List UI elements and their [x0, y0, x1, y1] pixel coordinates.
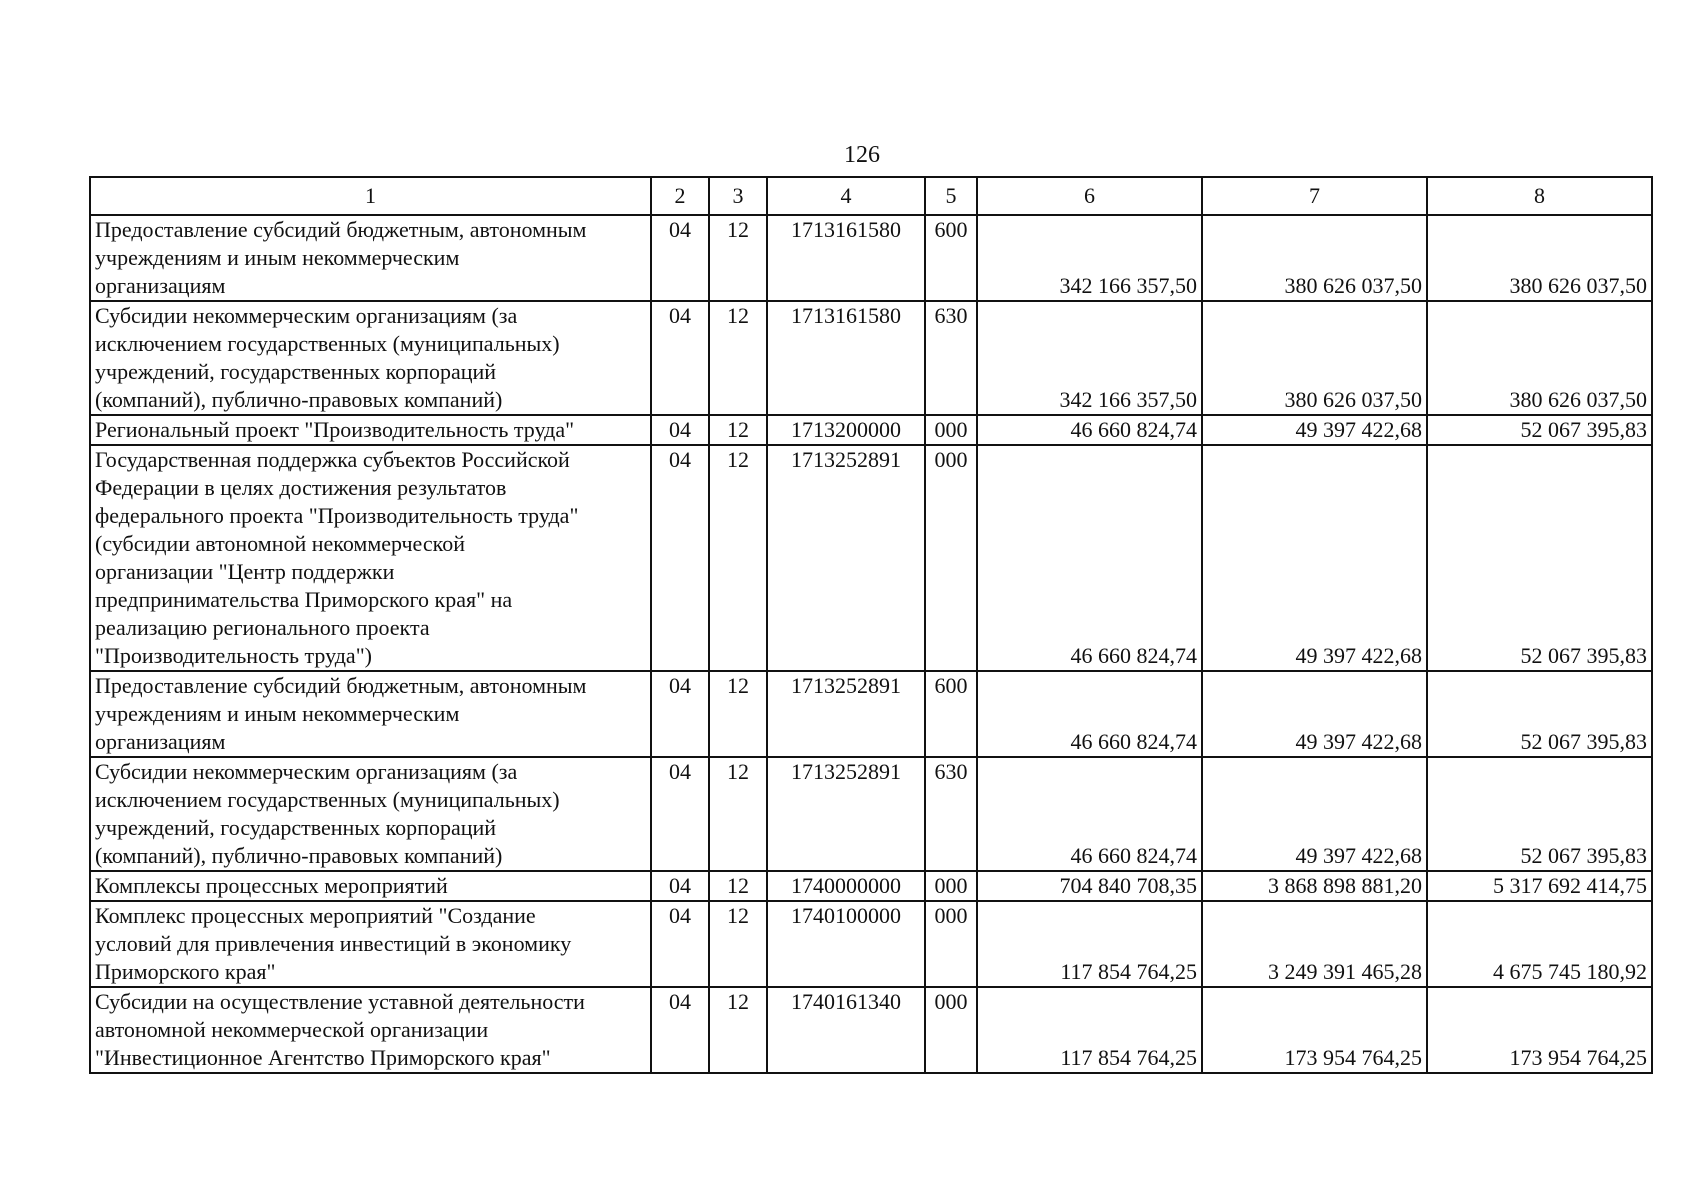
row-name: Предоставление субсидий бюджетным, автономным учреждениям и иным некоммерческим организациям	[90, 671, 651, 757]
section-code: 04	[651, 757, 709, 871]
expense-type-code: 000	[925, 871, 977, 901]
row-name: Субсидии некоммерческим организациям (за исключением государственных (муниципальных) учреждений, государственных корпораций (компаний), публично-правовых компаний)	[90, 301, 651, 415]
expense-type-code: 000	[925, 901, 977, 987]
table-row	[90, 671, 1652, 757]
amount-col-8: 52 067 395,83	[1427, 415, 1652, 445]
amount-col-8: 380 626 037,50	[1427, 301, 1652, 415]
budget-table	[89, 176, 1653, 1074]
section-code: 04	[651, 215, 709, 301]
expense-type-code: 000	[925, 415, 977, 445]
row-name: Государственная поддержка субъектов Российской Федерации в целях достижения результатов федерального проекта "Производительность труда" (субсидии автономной некоммерческой организации "Центр поддержки предпринимательства Приморского края" на реализацию регионального проекта "Производительность труда")	[90, 445, 651, 671]
table-row	[90, 901, 1652, 987]
amount-col-7: 380 626 037,50	[1202, 215, 1427, 301]
amount-col-6: 704 840 708,35	[977, 871, 1202, 901]
subsection-code: 12	[709, 871, 767, 901]
table-row	[90, 215, 1652, 301]
subsection-code: 12	[709, 901, 767, 987]
amount-col-8: 173 954 764,25	[1427, 987, 1652, 1073]
row-name: Субсидии некоммерческим организациям (за исключением государственных (муниципальных) учреждений, государственных корпораций (компаний), публично-правовых компаний)	[90, 757, 651, 871]
expense-type-code: 000	[925, 987, 977, 1073]
header-cell-6: 6	[977, 177, 1202, 215]
header-cell-3: 3	[709, 177, 767, 215]
subsection-code: 12	[709, 671, 767, 757]
target-article-code: 1713161580	[767, 301, 925, 415]
amount-col-8: 52 067 395,83	[1427, 671, 1652, 757]
amount-col-8: 4 675 745 180,92	[1427, 901, 1652, 987]
expense-type-code: 630	[925, 757, 977, 871]
amount-col-7: 49 397 422,68	[1202, 757, 1427, 871]
section-code: 04	[651, 301, 709, 415]
subsection-code: 12	[709, 757, 767, 871]
header-cell-4: 4	[767, 177, 925, 215]
page-number: 126	[844, 142, 880, 168]
amount-col-6: 46 660 824,74	[977, 757, 1202, 871]
target-article-code: 1713161580	[767, 215, 925, 301]
amount-col-7: 3 249 391 465,28	[1202, 901, 1427, 987]
table-row	[90, 757, 1652, 871]
target-article-code: 1713252891	[767, 671, 925, 757]
amount-col-6: 117 854 764,25	[977, 901, 1202, 987]
amount-col-8: 5 317 692 414,75	[1427, 871, 1652, 901]
subsection-code: 12	[709, 445, 767, 671]
row-name: Предоставление субсидий бюджетным, автономным учреждениям и иным некоммерческим организациям	[90, 215, 651, 301]
target-article-code: 1713252891	[767, 445, 925, 671]
amount-col-7: 380 626 037,50	[1202, 301, 1427, 415]
amount-col-6: 46 660 824,74	[977, 671, 1202, 757]
target-article-code: 1740000000	[767, 871, 925, 901]
amount-col-8: 52 067 395,83	[1427, 757, 1652, 871]
table-row	[90, 987, 1652, 1073]
target-article-code: 1713200000	[767, 415, 925, 445]
subsection-code: 12	[709, 215, 767, 301]
header-cell-2: 2	[651, 177, 709, 215]
amount-col-6: 46 660 824,74	[977, 445, 1202, 671]
expense-type-code: 600	[925, 215, 977, 301]
amount-col-7: 49 397 422,68	[1202, 445, 1427, 671]
subsection-code: 12	[709, 987, 767, 1073]
expense-type-code: 000	[925, 445, 977, 671]
table-row	[90, 415, 1652, 445]
row-name: Комплексы процессных мероприятий	[90, 871, 651, 901]
amount-col-6: 117 854 764,25	[977, 987, 1202, 1073]
header-row	[90, 177, 1652, 215]
amount-col-7: 49 397 422,68	[1202, 671, 1427, 757]
target-article-code: 1740100000	[767, 901, 925, 987]
table-row	[90, 871, 1652, 901]
section-code: 04	[651, 671, 709, 757]
header-cell-7: 7	[1202, 177, 1427, 215]
header-cell-8: 8	[1427, 177, 1652, 215]
header-cell-5: 5	[925, 177, 977, 215]
target-article-code: 1713252891	[767, 757, 925, 871]
expense-type-code: 630	[925, 301, 977, 415]
amount-col-6: 46 660 824,74	[977, 415, 1202, 445]
section-code: 04	[651, 901, 709, 987]
amount-col-6: 342 166 357,50	[977, 301, 1202, 415]
section-code: 04	[651, 871, 709, 901]
section-code: 04	[651, 987, 709, 1073]
amount-col-6: 342 166 357,50	[977, 215, 1202, 301]
section-code: 04	[651, 445, 709, 671]
subsection-code: 12	[709, 301, 767, 415]
row-name: Региональный проект "Производительность труда"	[90, 415, 651, 445]
row-name: Субсидии на осуществление уставной деятельности автономной некоммерческой организации "Инвестиционное Агентство Приморского края"	[90, 987, 651, 1073]
amount-col-7: 49 397 422,68	[1202, 415, 1427, 445]
subsection-code: 12	[709, 415, 767, 445]
header-cell-1: 1	[90, 177, 651, 215]
amount-col-8: 52 067 395,83	[1427, 445, 1652, 671]
target-article-code: 1740161340	[767, 987, 925, 1073]
amount-col-7: 3 868 898 881,20	[1202, 871, 1427, 901]
amount-col-8: 380 626 037,50	[1427, 215, 1652, 301]
expense-type-code: 600	[925, 671, 977, 757]
row-name: Комплекс процессных мероприятий "Создание условий для привлечения инвестиций в экономику Приморского края"	[90, 901, 651, 987]
table-row	[90, 301, 1652, 415]
table-row	[90, 445, 1652, 671]
amount-col-7: 173 954 764,25	[1202, 987, 1427, 1073]
section-code: 04	[651, 415, 709, 445]
